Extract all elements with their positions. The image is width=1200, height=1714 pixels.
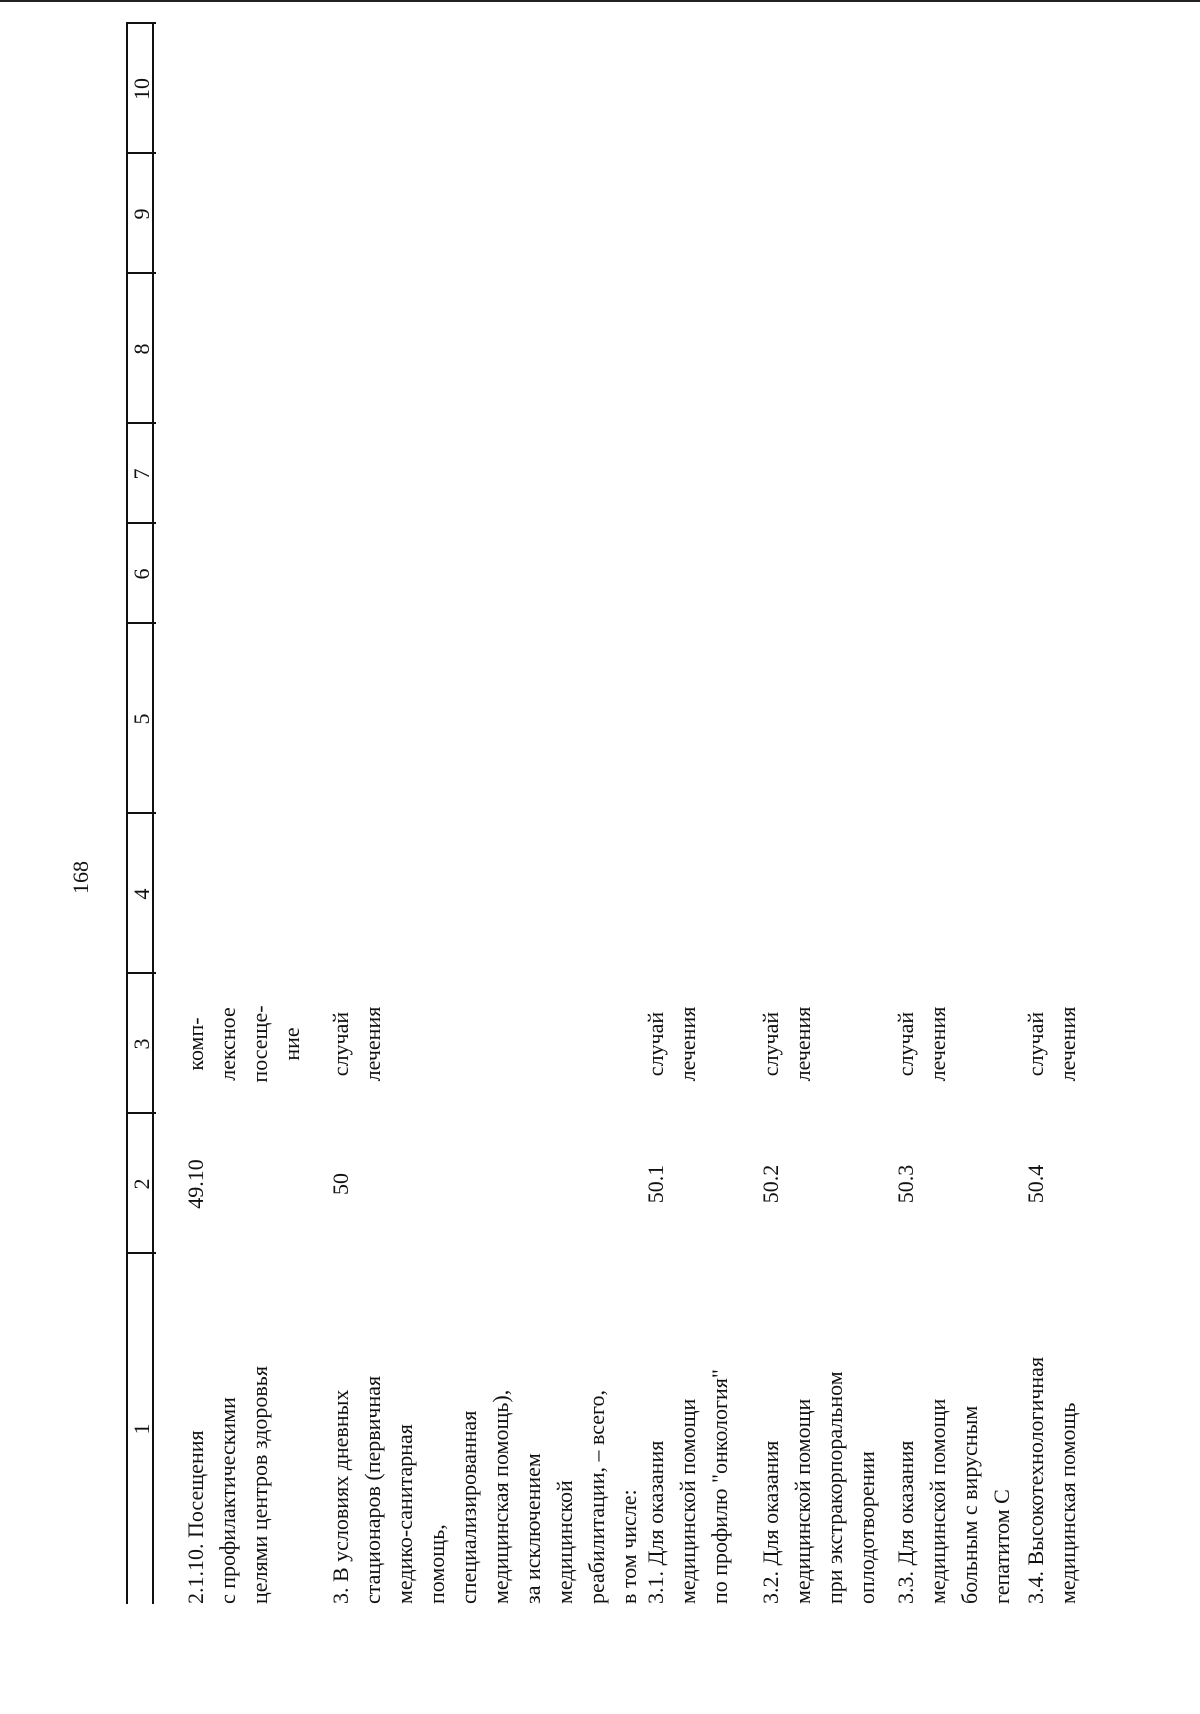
row-1-name-line: за исключением: [520, 1453, 545, 1604]
row-4-name-line: гепатитом С: [989, 1489, 1014, 1604]
row-3-code: 50.2: [758, 1164, 783, 1204]
row-1-name-line: медицинской: [552, 1480, 577, 1604]
header-col-4: 4: [129, 888, 154, 900]
row-0-unit-line: лексное: [215, 1007, 240, 1081]
row-4-name-line: 3.3. Для оказания: [893, 1440, 918, 1604]
row-2-unit-line: лечения: [675, 1006, 700, 1082]
row-0-unit-line: комп-: [183, 1017, 208, 1071]
col-sep-2: [126, 1112, 156, 1114]
row-0-unit-line: ние: [279, 1027, 304, 1061]
col-sep-4: [126, 812, 156, 814]
col-sep-8: [126, 272, 156, 274]
row-5-unit-line: лечения: [1055, 1006, 1080, 1082]
row-2-name-line: 3.1. Для оказания: [643, 1440, 668, 1604]
row-2-unit-line: случай: [643, 1011, 668, 1077]
row-3-name-line: оплодотворении: [854, 1451, 879, 1604]
row-0-name-line: целями центров здоровья: [247, 1366, 272, 1604]
row-1-name-line: специализированная: [456, 1410, 481, 1604]
col-sep-9: [126, 152, 156, 154]
row-3-unit-line: лечения: [790, 1006, 815, 1082]
row-0-name-line: 2.1.10. Посещения: [183, 1430, 208, 1604]
row-3-name-line: при экстракорпоральном: [822, 1371, 847, 1604]
row-5-code: 50.4: [1023, 1164, 1048, 1204]
row-3-unit-line: случай: [758, 1011, 783, 1077]
row-4-name-line: больным с вирусным: [957, 1405, 982, 1604]
row-3-name-line: медицинской помощи: [790, 1398, 815, 1604]
header-bottom-rule: [152, 24, 154, 1604]
row-1-name-line: медико-санитарная: [392, 1424, 417, 1604]
page-number: 168: [68, 861, 93, 894]
header-col-7: 7: [129, 468, 154, 480]
row-4-code: 50.3: [893, 1164, 918, 1204]
header-col-9: 9: [129, 208, 154, 220]
row-1-name-line: стационаров (первичная: [360, 1375, 385, 1604]
col-sep-7: [126, 422, 156, 424]
row-1-name-line: медицинская помощь),: [488, 1389, 513, 1604]
row-5-name-line: медицинская помощь: [1055, 1402, 1080, 1604]
row-1-code: 50: [328, 1173, 353, 1195]
header-col-8: 8: [129, 343, 154, 355]
header-col-1: 1: [129, 1423, 154, 1435]
row-4-unit-line: лечения: [925, 1006, 950, 1082]
header-col-6: 6: [129, 568, 154, 580]
col-sep-6: [126, 522, 156, 524]
row-5-unit-line: случай: [1023, 1011, 1048, 1077]
header-col-5: 5: [129, 713, 154, 725]
row-2-code: 50.1: [643, 1164, 668, 1204]
row-5-name-line: 3.4. Высокотехнологичная: [1023, 1356, 1048, 1604]
col-sep-5: [126, 622, 156, 624]
row-1-unit-line: случай: [328, 1011, 353, 1077]
row-1-name-line: 3. В условиях дневных: [328, 1389, 353, 1604]
col-sep-1: [126, 1252, 156, 1254]
row-2-name-line: по профилю "онкология": [707, 1369, 732, 1604]
row-3-name-line: 3.2. Для оказания: [758, 1440, 783, 1604]
header-col-3: 3: [129, 1038, 154, 1050]
row-1-unit-line: лечения: [360, 1006, 385, 1082]
row-1-name-line: реабилитации, – всего,: [584, 1389, 609, 1604]
row-4-unit-line: случай: [893, 1011, 918, 1077]
header-col-10: 10: [129, 78, 154, 100]
row-0-name-line: с профилактическими: [215, 1397, 240, 1604]
row-0-code: 49.10: [183, 1159, 208, 1209]
row-4-name-line: медицинской помощи: [925, 1398, 950, 1604]
header-col-2: 2: [129, 1178, 154, 1190]
col-sep-3: [126, 972, 156, 974]
row-2-name-line: медицинской помощи: [675, 1398, 700, 1604]
table-top-rule: [126, 24, 128, 1604]
row-1-name-line: в том числе:: [616, 1489, 641, 1604]
row-1-name-line: помощь,: [424, 1524, 449, 1604]
col-sep-10: [126, 22, 156, 24]
row-0-unit-line: посеще-: [247, 1005, 272, 1083]
